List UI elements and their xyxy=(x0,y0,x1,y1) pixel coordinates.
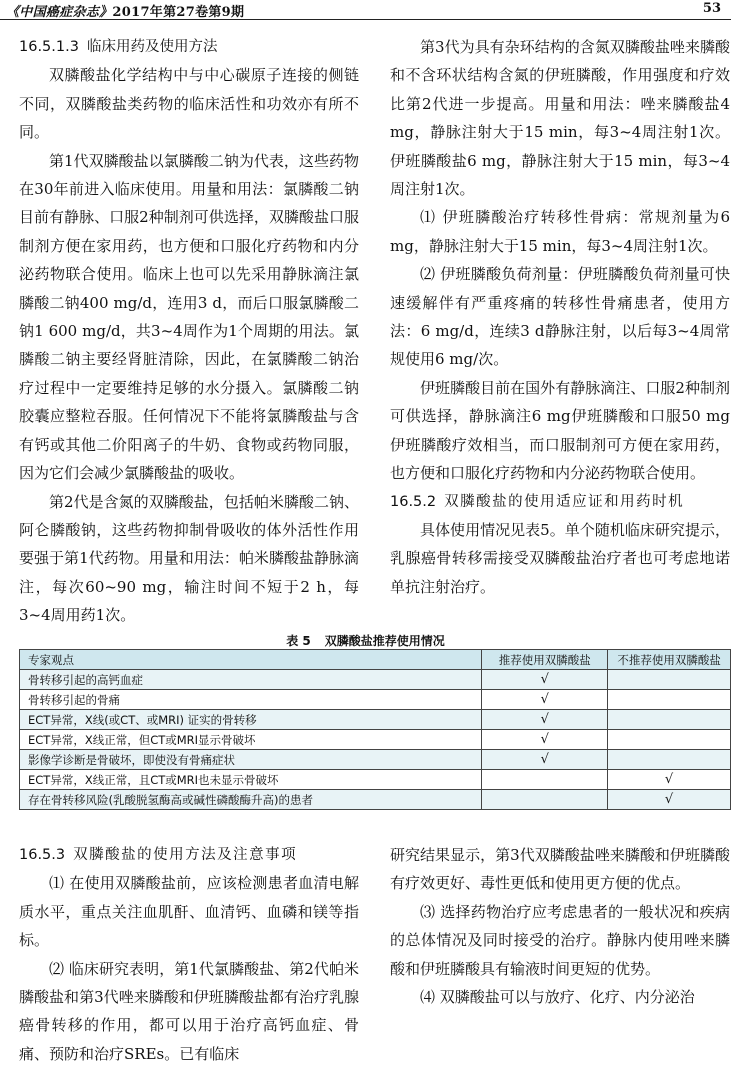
paragraph: ⑴ 在使用双膦酸盐前，应该检测患者血清电解质水平，重点关注血肌酐、血清钙、血磷和镁等指标。 xyxy=(19,874,359,950)
recommend-cell xyxy=(482,770,608,790)
section-heading-16-5-2 xyxy=(390,488,730,516)
paragraph: 伊班膦酸目前在国外有静脉滴注、口服2种制剂可供选择，静脉滴注6 mg伊班膦酸和口服50 mg伊班膦酸疗效相当，而口服制剂可方便在家用药，也方便和口服化疗药物和内分泌药物联合使用。 xyxy=(390,378,730,483)
opinion-cell: 骨转移引起的骨痛 xyxy=(20,690,482,710)
not-recommend-cell xyxy=(608,730,731,750)
section-title: 双膦酸盐的使用方法及注意事项 xyxy=(73,847,298,863)
table-row xyxy=(20,770,731,790)
page-header xyxy=(0,0,731,20)
section-title: 临床用药及使用方法 xyxy=(86,39,218,55)
table-header-row xyxy=(20,650,731,670)
bottom-left-column xyxy=(19,841,359,1068)
recommend-cell xyxy=(482,790,608,810)
table-title: 双膦酸盐推荐使用情况 xyxy=(324,634,445,648)
section-heading-16-5-1-3 xyxy=(19,33,359,61)
table-number: 表 5 xyxy=(286,634,311,648)
table-row xyxy=(20,790,731,810)
not-recommend-cell: √ xyxy=(608,770,731,790)
table-row xyxy=(20,690,731,710)
paragraph: ⑷ 双膦酸盐可以与放疗、化疗、内分泌治 xyxy=(420,988,695,1007)
opinion-cell: 骨转移引起的高钙血症 xyxy=(20,670,482,690)
not-recommend-cell xyxy=(608,710,731,730)
paragraph: 双膦酸盐化学结构中与中心碳原子连接的侧链不同，双膦酸盐类药物的临床活性和功效亦有所不同。 xyxy=(19,66,359,142)
bottom-right-column xyxy=(390,841,730,1011)
header-expert-opinion: 专家观点 xyxy=(20,650,482,670)
not-recommend-cell: √ xyxy=(608,790,731,810)
paragraph: ⑴ 伊班膦酸治疗转移性骨病：常规剂量为6 mg，静脉注射大于15 min，每3~4周注射1次。 xyxy=(390,208,730,255)
table-caption xyxy=(0,632,731,649)
paragraph: 第1代双膦酸盐以氯膦酸二钠为代表，这些药物在30年前进入临床使用。用量和用法：氯膦酸二钠目前有静脉、口服2种制剂可供选择，双膦酸盐口服制剂方便在家用药，也方便和口服化疗药物和内分泌药物联合使用。临床上也可以先采用静脉滴注氯膦酸二钠400 mg/d，连用3 d，而后口服氯膦酸二钠1 600 mg/d，共3~4周作为1个周期的用法。氯膦酸二钠主要经肾脏清除，因此，在氯膦酸二钠治疗过程中一定要维持足够的水分摄入。氯膦酸二钠胶囊应整粒吞服。任何情况下不能将氯膦酸盐与含有钙或其他二价阳离子的牛奶、食物或药物同服，因为它们会减少氯膦酸盐的吸收。 xyxy=(19,151,359,483)
not-recommend-cell xyxy=(608,750,731,770)
recommend-cell: √ xyxy=(482,750,608,770)
opinion-cell: 存在骨转移风险(乳酸脱氢酶高或碱性磷酸酶升高)的患者 xyxy=(20,790,482,810)
paragraph: 第3代为具有杂环结构的含氮双膦酸盐唑来膦酸和不含环状结构含氮的伊班膦酸，作用强度和疗效比第2代进一步提高。用量和用法：唑来膦酸盐4 mg，静脉注射大于15 min，每3~4周注射1次。伊班膦酸盐6 mg，静脉注射大于15 min，每3~4周注射1次。 xyxy=(390,38,730,199)
header-not-recommend: 不推荐使用双膦酸盐 xyxy=(608,650,731,670)
section-number: 16.5.3 xyxy=(19,847,66,863)
table-row xyxy=(20,730,731,750)
recommend-cell: √ xyxy=(482,670,608,690)
table-row xyxy=(20,750,731,770)
section-heading-16-5-3 xyxy=(19,841,359,869)
opinion-cell: ECT异常，X线正常，且CT或MRI也未显示骨破坏 xyxy=(20,770,482,790)
recommend-cell: √ xyxy=(482,690,608,710)
recommend-cell: √ xyxy=(482,710,608,730)
section-title: 双膦酸盐的使用适应证和用药时机 xyxy=(444,493,685,510)
paragraph: ⑶ 选择药物治疗应考虑患者的一般状况和疾病的总体情况及同时接受的治疗。静脉内使用唑来膦酸和伊班膦酸具有输液时间更短的优势。 xyxy=(390,902,730,978)
page-number: 53 xyxy=(702,1,721,16)
recommend-cell: √ xyxy=(482,730,608,750)
paragraph: ⑵ 临床研究表明，第1代氯膦酸盐、第2代帕米膦酸盐和第3代唑来膦酸和伊班膦酸盐都有治疗乳腺癌骨转移的作用，都可以用于治疗高钙血症、骨痛、预防和治疗SREs。已有临床 xyxy=(19,959,359,1063)
not-recommend-cell xyxy=(608,670,731,690)
journal-issue: 2017年第27卷第9期 xyxy=(112,5,245,20)
opinion-cell: 影像学诊断是骨破坏，即使没有骨痛症状 xyxy=(20,750,482,770)
recommendation-table xyxy=(19,649,731,810)
paragraph: 具体使用情况见表5。单个随机临床研究提示，乳腺癌骨转移需接受双膦酸盐治疗者也可考虑地诺单抗注射治疗。 xyxy=(390,520,730,596)
paragraph: 第2代是含氮的双膦酸盐，包括帕米膦酸二钠、阿仑膦酸钠，这些药物抑制骨吸收的体外活性作用要强于第1代药物。用量和用法：帕米膦酸盐静脉滴注，每次60~90 mg，输注时间不短于2 h，每3~4周用药1次。 xyxy=(19,492,359,625)
opinion-cell: ECT异常，X线(或CT、或MRI) 证实的骨转移 xyxy=(20,710,482,730)
section-number: 16.5.1.3 xyxy=(19,39,79,55)
section-number: 16.5.2 xyxy=(390,493,437,510)
header-recommend: 推荐使用双膦酸盐 xyxy=(482,650,608,670)
paragraph: ⑵ 伊班膦酸负荷剂量：伊班膦酸负荷剂量可快速缓解伴有严重疼痛的转移性骨痛患者，使用方法：6 mg/d，连续3 d静脉注射，以后每3~4周常规使用6 mg/次。 xyxy=(390,265,730,369)
paragraph: 研究结果显示，第3代双膦酸盐唑来膦酸和伊班膦酸有疗效更好、毒性更低和使用更方便的优点。 xyxy=(390,846,730,893)
opinion-cell: ECT异常，X线正常，但CT或MRI显示骨破坏 xyxy=(20,730,482,750)
journal-header xyxy=(6,1,244,20)
journal-name: 《中国癌症杂志》 xyxy=(6,5,113,20)
table-row xyxy=(20,710,731,730)
right-column xyxy=(390,33,730,601)
header-rule xyxy=(0,19,731,20)
not-recommend-cell xyxy=(608,690,731,710)
table-row xyxy=(20,670,731,690)
left-column xyxy=(19,33,359,630)
